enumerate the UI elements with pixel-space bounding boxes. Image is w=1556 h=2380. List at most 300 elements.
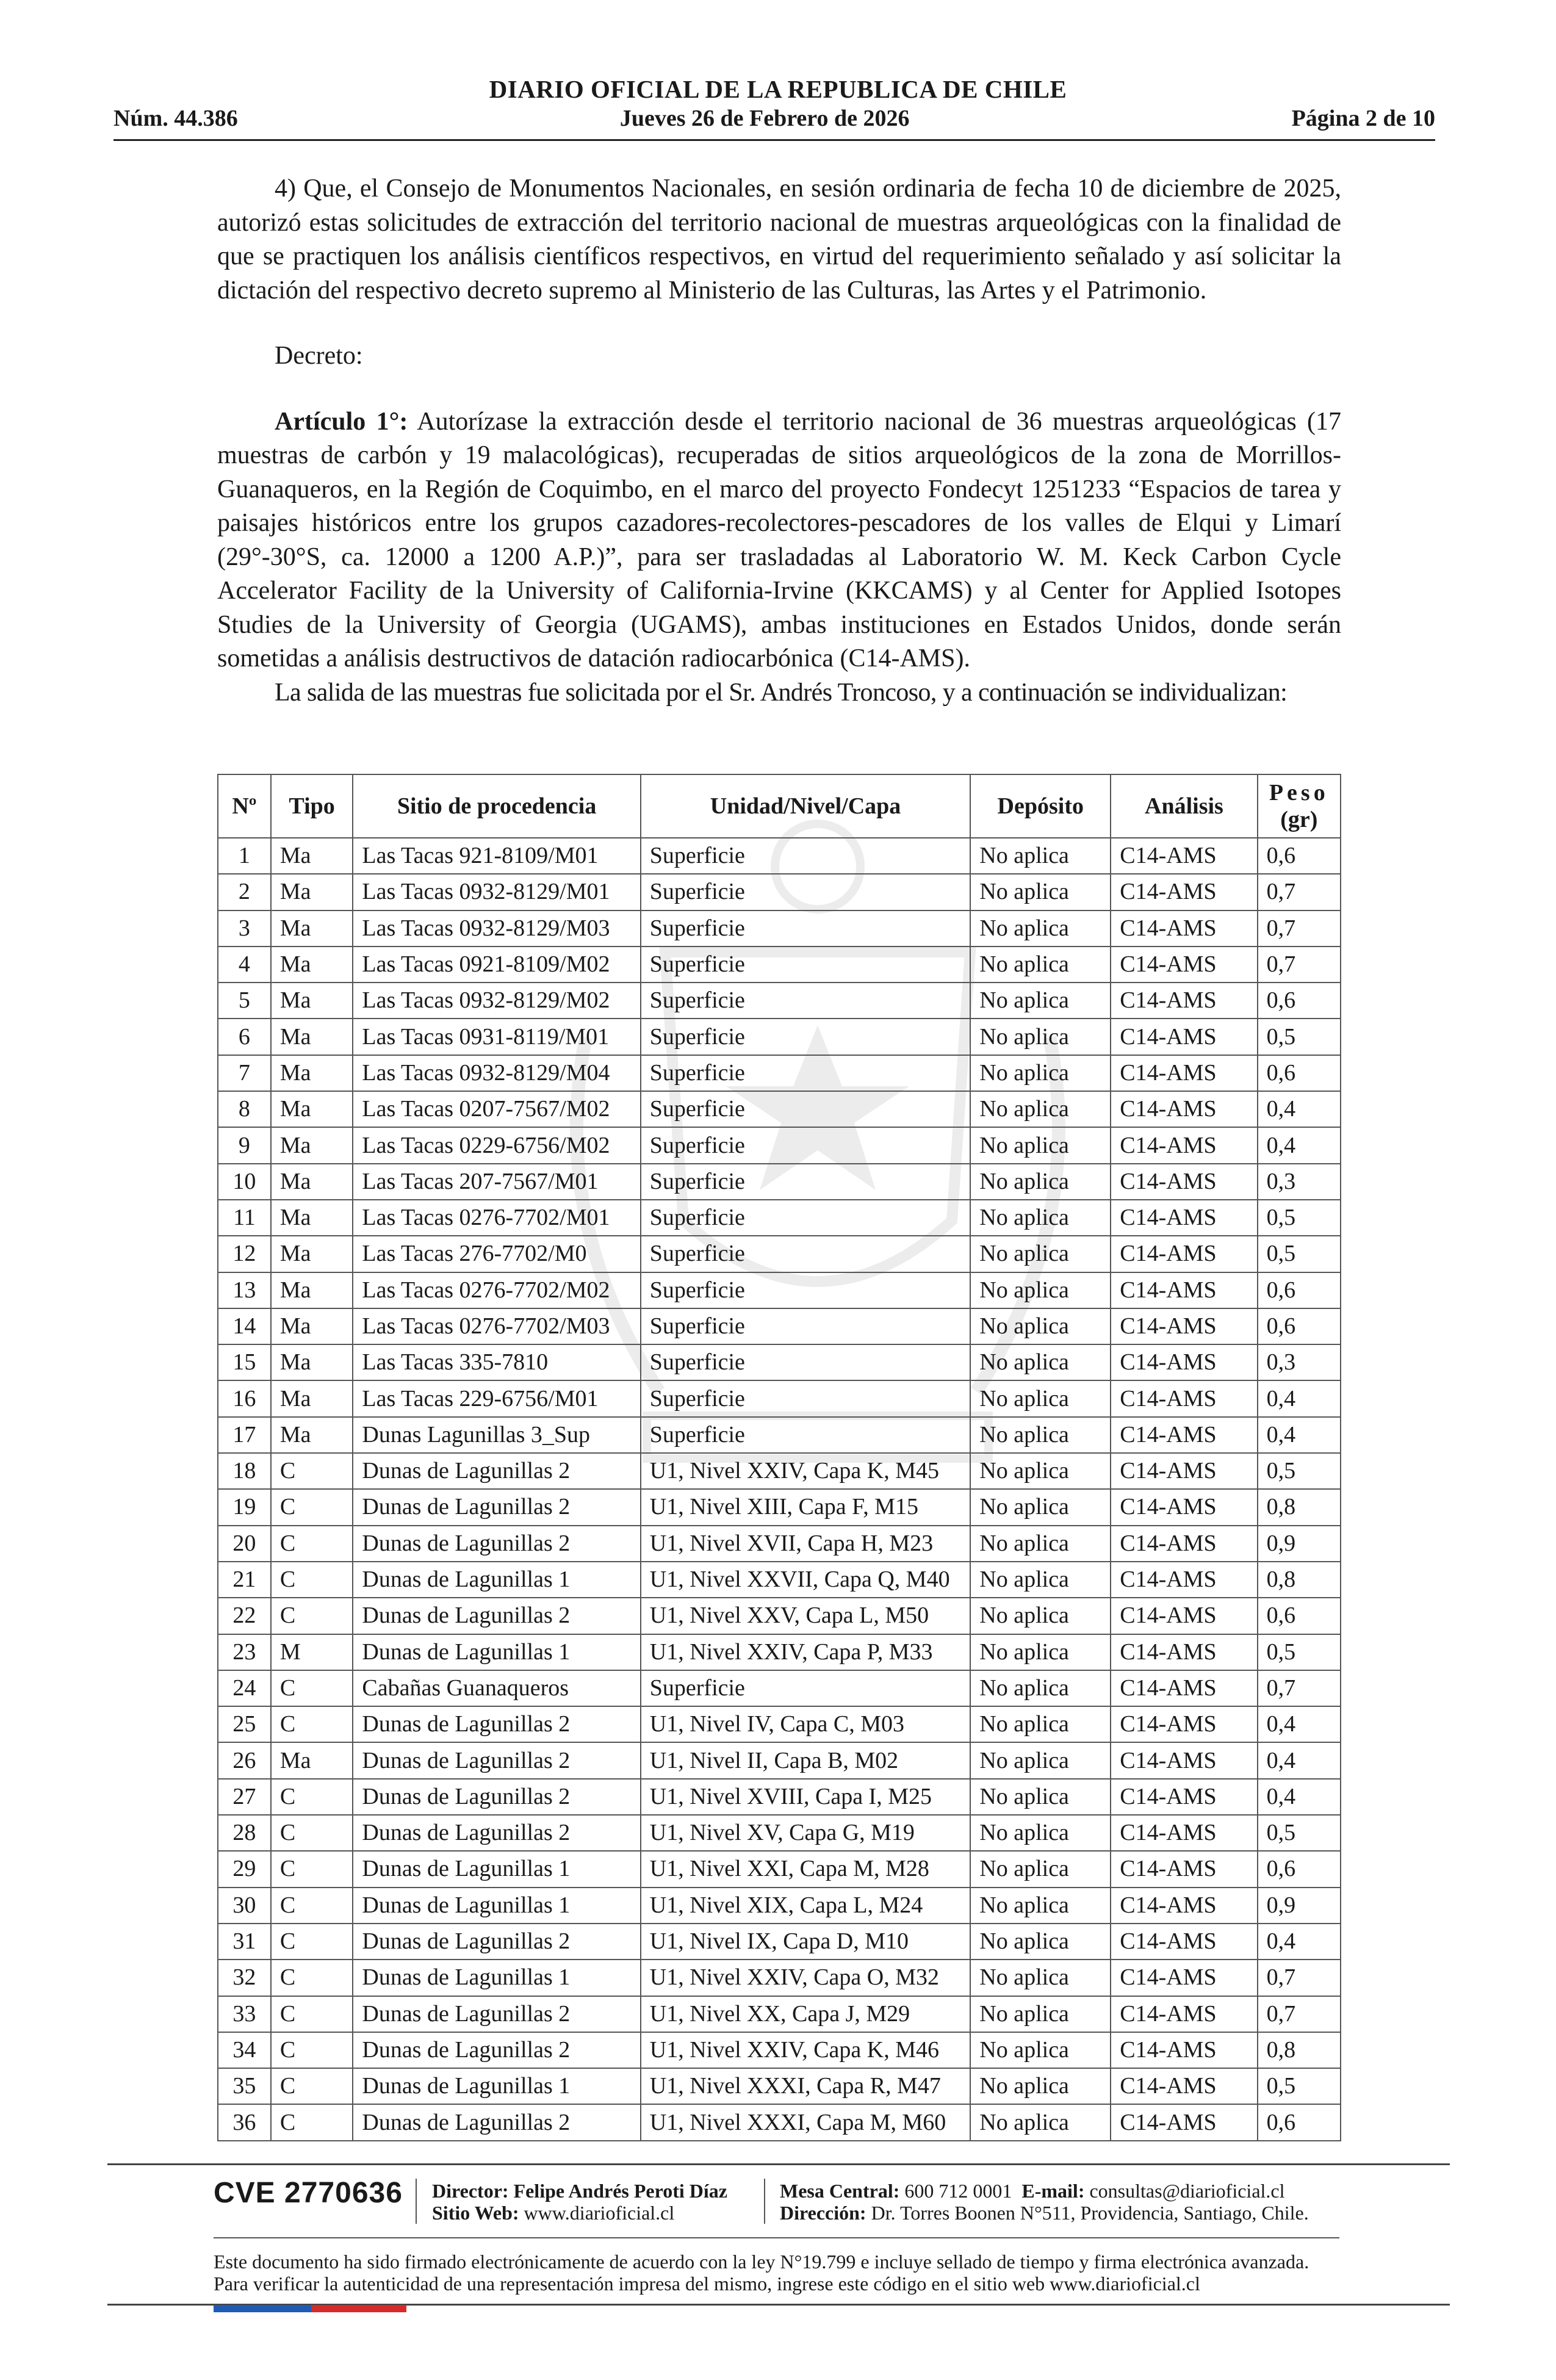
cell-tipo: C	[271, 2068, 353, 2104]
cell-number: 33	[218, 1996, 271, 2032]
table-row	[218, 1779, 1341, 1815]
cell-number: 10	[218, 1164, 271, 1200]
cell-tipo: Ma	[271, 947, 353, 983]
cell-peso: 0,8	[1258, 2032, 1341, 2068]
cell-sitio: Dunas de Lagunillas 2	[353, 1706, 640, 1742]
cell-peso: 0,6	[1258, 1272, 1341, 1308]
cell-analisis: C14-AMS	[1111, 1851, 1257, 1887]
table-row	[218, 1562, 1341, 1598]
cell-peso: 0,5	[1258, 1019, 1341, 1055]
cell-tipo: Ma	[271, 1127, 353, 1163]
cell-sitio: Dunas de Lagunillas 1	[353, 1562, 640, 1598]
col-header-unidad: Unidad/Nivel/Capa	[641, 774, 971, 838]
cell-unidad: U1, Nivel XXIV, Capa P, M33	[641, 1634, 971, 1670]
cell-number: 20	[218, 1526, 271, 1562]
cell-peso: 0,6	[1258, 1055, 1341, 1091]
cell-sitio: Dunas de Lagunillas 1	[353, 1634, 640, 1670]
cell-number: 12	[218, 1236, 271, 1272]
page-indicator: Página 2 de 10	[1291, 106, 1435, 131]
peso-unit: (gr)	[1280, 807, 1318, 832]
cell-number: 22	[218, 1598, 271, 1634]
cell-deposito: No aplica	[970, 1489, 1111, 1525]
cell-sitio: Las Tacas 0932-8129/M03	[353, 911, 640, 947]
paragraph-4: 4) Que, el Consejo de Monumentos Nacionales, en sesión ordinaria de fecha 10 de diciembre de 2025, autorizó estas solicitudes de extracción del territorio nacional de muestras arqueológicas con la finalidad de que se practiquen los análisis científicos respectivos, en virtud del requerimiento señalado y así solicitar la dictación del respectivo decreto supremo al Ministerio de las Culturas, las Artes y el Patrimonio.	[217, 175, 1341, 305]
flag-red-segment	[311, 2305, 406, 2312]
cell-unidad: U1, Nivel XV, Capa G, M19	[641, 1815, 971, 1851]
cell-analisis: C14-AMS	[1111, 1888, 1257, 1924]
cell-tipo: C	[271, 1453, 353, 1489]
cell-deposito: No aplica	[970, 1598, 1111, 1634]
cell-peso: 0,6	[1258, 983, 1341, 1019]
cell-unidad: U1, Nivel XXIV, Capa O, M32	[641, 1960, 971, 1996]
cell-sitio: Dunas de Lagunillas 2	[353, 1742, 640, 1778]
articulo-label: Artículo 1°:	[275, 407, 408, 436]
cell-tipo: C	[271, 1815, 353, 1851]
cell-number: 32	[218, 1960, 271, 1996]
cell-sitio: Las Tacas 0932-8129/M04	[353, 1055, 640, 1091]
cell-unidad: U1, Nivel IX, Capa D, M10	[641, 1924, 971, 1960]
cell-unidad: U1, Nivel II, Capa B, M02	[641, 1742, 971, 1778]
cell-peso: 0,4	[1258, 1417, 1341, 1453]
cell-sitio: Dunas de Lagunillas 1	[353, 1851, 640, 1887]
cell-deposito: No aplica	[970, 1960, 1111, 1996]
cell-deposito: No aplica	[970, 1164, 1111, 1200]
cell-number: 9	[218, 1127, 271, 1163]
cell-deposito: No aplica	[970, 1996, 1111, 2032]
cell-peso: 0,7	[1258, 911, 1341, 947]
cell-unidad: U1, Nivel XXVII, Capa Q, M40	[641, 1562, 971, 1598]
cell-sitio: Dunas de Lagunillas 2	[353, 1598, 640, 1634]
cell-unidad: U1, Nivel XXI, Capa M, M28	[641, 1851, 971, 1887]
cell-analisis: C14-AMS	[1111, 1272, 1257, 1308]
table-row	[218, 1489, 1341, 1525]
email-link[interactable]: consultas@diarioficial.cl	[1084, 2180, 1285, 2202]
table-row	[218, 1960, 1341, 1996]
articulo-1	[217, 405, 1341, 676]
cell-peso: 0,7	[1258, 1996, 1341, 2032]
cell-tipo: C	[271, 1706, 353, 1742]
table-row	[218, 1236, 1341, 1272]
cell-analisis: C14-AMS	[1111, 874, 1257, 910]
table-row	[218, 2104, 1341, 2140]
table-row	[218, 1670, 1341, 1706]
cell-peso: 0,4	[1258, 1742, 1341, 1778]
cell-analisis: C14-AMS	[1111, 1019, 1257, 1055]
cell-analisis: C14-AMS	[1111, 838, 1257, 874]
cell-peso: 0,7	[1258, 1960, 1341, 1996]
table-row	[218, 1851, 1341, 1887]
cell-analisis: C14-AMS	[1111, 1091, 1257, 1127]
cell-tipo: C	[271, 1960, 353, 1996]
header-row	[113, 105, 1435, 132]
footer-divider-middle	[214, 2237, 1339, 2238]
web-label: Sitio Web:	[432, 2202, 519, 2224]
cell-unidad: U1, Nivel XXXI, Capa R, M47	[641, 2068, 971, 2104]
flag-stripe	[214, 2305, 406, 2312]
cell-number: 2	[218, 874, 271, 910]
cell-number: 30	[218, 1888, 271, 1924]
cell-sitio: Las Tacas 0932-8129/M01	[353, 874, 640, 910]
cell-analisis: C14-AMS	[1111, 1236, 1257, 1272]
table-row	[218, 2068, 1341, 2104]
cell-unidad: Superficie	[641, 1272, 971, 1308]
cell-number: 8	[218, 1091, 271, 1127]
cell-tipo: C	[271, 1526, 353, 1562]
table-row	[218, 1164, 1341, 1200]
cell-analisis: C14-AMS	[1111, 2068, 1257, 2104]
cell-deposito: No aplica	[970, 1236, 1111, 1272]
cell-deposito: No aplica	[970, 1344, 1111, 1380]
cell-deposito: No aplica	[970, 1924, 1111, 1960]
cell-number: 5	[218, 983, 271, 1019]
col-header-number: Nº	[218, 774, 271, 838]
cell-sitio: Las Tacas 0276-7702/M01	[353, 1200, 640, 1236]
cell-tipo: C	[271, 1924, 353, 1960]
table-row	[218, 1924, 1341, 1960]
cell-deposito: No aplica	[970, 911, 1111, 947]
cell-peso: 0,4	[1258, 1706, 1341, 1742]
cell-number: 28	[218, 1815, 271, 1851]
cell-unidad: Superficie	[641, 1019, 971, 1055]
cell-deposito: No aplica	[970, 1272, 1111, 1308]
cell-unidad: Superficie	[641, 1308, 971, 1344]
cell-deposito: No aplica	[970, 1706, 1111, 1742]
cell-sitio: Las Tacas 0276-7702/M02	[353, 1272, 640, 1308]
cell-deposito: No aplica	[970, 1308, 1111, 1344]
footer-separator	[764, 2179, 765, 2224]
table-row	[218, 947, 1341, 983]
footer-director-block	[432, 2180, 727, 2224]
cell-peso: 0,6	[1258, 1851, 1341, 1887]
cell-deposito: No aplica	[970, 1380, 1111, 1416]
cell-tipo: Ma	[271, 1091, 353, 1127]
cell-sitio: Dunas de Lagunillas 2	[353, 1996, 640, 2032]
cell-analisis: C14-AMS	[1111, 2104, 1257, 2140]
cell-peso: 0,9	[1258, 1526, 1341, 1562]
cell-unidad: Superficie	[641, 874, 971, 910]
cell-peso: 0,9	[1258, 1888, 1341, 1924]
cell-sitio: Dunas de Lagunillas 1	[353, 1960, 640, 1996]
cell-analisis: C14-AMS	[1111, 911, 1257, 947]
cell-tipo: Ma	[271, 1308, 353, 1344]
cell-tipo: C	[271, 1598, 353, 1634]
cell-analisis: C14-AMS	[1111, 1308, 1257, 1344]
cell-tipo: Ma	[271, 1417, 353, 1453]
col-header-analisis: Análisis	[1111, 774, 1257, 838]
cell-peso: 0,7	[1258, 1670, 1341, 1706]
cell-tipo: C	[271, 1562, 353, 1598]
cell-unidad: U1, Nivel XIII, Capa F, M15	[641, 1489, 971, 1525]
mesa-label: Mesa Central:	[780, 2180, 900, 2202]
cell-deposito: No aplica	[970, 2104, 1111, 2140]
cell-number: 4	[218, 947, 271, 983]
cell-tipo: C	[271, 2104, 353, 2140]
cell-unidad: Superficie	[641, 1670, 971, 1706]
cell-number: 29	[218, 1851, 271, 1887]
cell-sitio: Dunas de Lagunillas 2	[353, 1924, 640, 1960]
table-row	[218, 1453, 1341, 1489]
cell-sitio: Las Tacas 0276-7702/M03	[353, 1308, 640, 1344]
cell-analisis: C14-AMS	[1111, 1344, 1257, 1380]
table-row	[218, 1127, 1341, 1163]
cell-number: 1	[218, 838, 271, 874]
cell-peso: 0,6	[1258, 2104, 1341, 2140]
cell-deposito: No aplica	[970, 1634, 1111, 1670]
cell-deposito: No aplica	[970, 2068, 1111, 2104]
cell-deposito: No aplica	[970, 838, 1111, 874]
table-row	[218, 1815, 1341, 1851]
cell-analisis: C14-AMS	[1111, 983, 1257, 1019]
cell-number: 6	[218, 1019, 271, 1055]
table-row	[218, 1706, 1341, 1742]
cell-peso: 0,8	[1258, 1562, 1341, 1598]
cell-sitio: Dunas de Lagunillas 2	[353, 1779, 640, 1815]
cell-number: 27	[218, 1779, 271, 1815]
cell-peso: 0,8	[1258, 1489, 1341, 1525]
cell-unidad: U1, Nivel IV, Capa C, M03	[641, 1706, 971, 1742]
cell-tipo: Ma	[271, 1344, 353, 1380]
table-row	[218, 2032, 1341, 2068]
footer-divider-top	[107, 2163, 1450, 2165]
cell-sitio: Dunas de Lagunillas 2	[353, 1526, 640, 1562]
cell-number: 24	[218, 1670, 271, 1706]
cell-unidad: Superficie	[641, 1380, 971, 1416]
table-row	[218, 1888, 1341, 1924]
cell-sitio: Dunas de Lagunillas 2	[353, 1489, 640, 1525]
cell-analisis: C14-AMS	[1111, 1742, 1257, 1778]
cell-number: 23	[218, 1634, 271, 1670]
cell-analisis: C14-AMS	[1111, 1670, 1257, 1706]
samples-table-body	[218, 838, 1341, 2141]
cell-unidad: Superficie	[641, 1200, 971, 1236]
table-row	[218, 1091, 1341, 1127]
direccion-value: Dr. Torres Boonen N°511, Providencia, Santiago, Chile.	[866, 2202, 1309, 2224]
cell-analisis: C14-AMS	[1111, 1200, 1257, 1236]
cell-number: 26	[218, 1742, 271, 1778]
cell-deposito: No aplica	[970, 1200, 1111, 1236]
cell-number: 11	[218, 1200, 271, 1236]
cell-tipo: Ma	[271, 1236, 353, 1272]
newspaper-title: DIARIO OFICIAL DE LA REPUBLICA DE CHILE	[489, 75, 1067, 103]
cell-unidad: Superficie	[641, 1055, 971, 1091]
cell-analisis: C14-AMS	[1111, 2032, 1257, 2068]
cell-unidad: Superficie	[641, 1127, 971, 1163]
cell-unidad: U1, Nivel XXIV, Capa K, M46	[641, 2032, 971, 2068]
cell-tipo: Ma	[271, 911, 353, 947]
cell-tipo: Ma	[271, 874, 353, 910]
cell-analisis: C14-AMS	[1111, 1055, 1257, 1091]
table-row	[218, 1380, 1341, 1416]
cell-analisis: C14-AMS	[1111, 1779, 1257, 1815]
cell-number: 3	[218, 911, 271, 947]
cell-deposito: No aplica	[970, 1779, 1111, 1815]
cell-analisis: C14-AMS	[1111, 1562, 1257, 1598]
table-row	[218, 1019, 1341, 1055]
cell-sitio: Cabañas Guanaqueros	[353, 1670, 640, 1706]
col-header-sitio: Sitio de procedencia	[353, 774, 640, 838]
peso-label: Peso	[1269, 780, 1329, 806]
cell-unidad: Superficie	[641, 983, 971, 1019]
cell-unidad: U1, Nivel XVIII, Capa I, M25	[641, 1779, 971, 1815]
cell-peso: 0,4	[1258, 1380, 1341, 1416]
flag-blue-segment	[214, 2305, 311, 2312]
cell-deposito: No aplica	[970, 1888, 1111, 1924]
cell-peso: 0,5	[1258, 1453, 1341, 1489]
direccion-label: Dirección:	[780, 2202, 866, 2224]
cell-unidad: Superficie	[641, 838, 971, 874]
cell-deposito: No aplica	[970, 1526, 1111, 1562]
cell-unidad: Superficie	[641, 1236, 971, 1272]
cell-number: 15	[218, 1344, 271, 1380]
cell-deposito: No aplica	[970, 1562, 1111, 1598]
cell-peso: 0,3	[1258, 1344, 1341, 1380]
cell-peso: 0,4	[1258, 1924, 1341, 1960]
cell-sitio: Dunas de Lagunillas 1	[353, 2068, 640, 2104]
cell-analisis: C14-AMS	[1111, 1164, 1257, 1200]
footer-contact-block	[780, 2180, 1309, 2224]
cell-peso: 0,7	[1258, 874, 1341, 910]
cell-deposito: No aplica	[970, 1453, 1111, 1489]
cell-sitio: Dunas de Lagunillas 2	[353, 1815, 640, 1851]
cell-tipo: C	[271, 1996, 353, 2032]
cell-number: 7	[218, 1055, 271, 1091]
mesa-phone: 600 712 0001	[899, 2180, 1012, 2202]
table-row	[218, 1634, 1341, 1670]
table-row	[218, 1996, 1341, 2032]
cell-unidad: Superficie	[641, 1164, 971, 1200]
cell-sitio: Las Tacas 335-7810	[353, 1344, 640, 1380]
cell-unidad: U1, Nivel XXXI, Capa M, M60	[641, 2104, 971, 2140]
cell-deposito: No aplica	[970, 874, 1111, 910]
cell-analisis: C14-AMS	[1111, 1127, 1257, 1163]
cell-peso: 0,4	[1258, 1779, 1341, 1815]
signature-notice: Este documento ha sido firmado electrónicamente de acuerdo con la ley N°19.799 e incluye sellado de tiempo y firma electrónica avanzada. Para verificar la autenticidad de una representación impresa del mismo, ingrese este código en el sitio web www.diarioficial.cl	[214, 2251, 1309, 2295]
cell-deposito: No aplica	[970, 2032, 1111, 2068]
cell-analisis: C14-AMS	[1111, 1960, 1257, 1996]
cell-peso: 0,5	[1258, 1634, 1341, 1670]
table-row	[218, 1308, 1341, 1344]
cell-analisis: C14-AMS	[1111, 1634, 1257, 1670]
web-link[interactable]: www.diarioficial.cl	[519, 2202, 675, 2224]
table-row	[218, 1200, 1341, 1236]
cell-tipo: M	[271, 1634, 353, 1670]
cell-deposito: No aplica	[970, 1742, 1111, 1778]
cell-unidad: U1, Nivel XXIV, Capa K, M45	[641, 1453, 971, 1489]
table-row	[218, 911, 1341, 947]
cell-tipo: Ma	[271, 838, 353, 874]
table-row	[218, 874, 1341, 910]
cell-analisis: C14-AMS	[1111, 1598, 1257, 1634]
cell-unidad: U1, Nivel XX, Capa J, M29	[641, 1996, 971, 2032]
cell-unidad: Superficie	[641, 947, 971, 983]
cell-sitio: Las Tacas 229-6756/M01	[353, 1380, 640, 1416]
cell-unidad: Superficie	[641, 1091, 971, 1127]
cell-tipo: Ma	[271, 1742, 353, 1778]
cell-sitio: Las Tacas 0921-8109/M02	[353, 947, 640, 983]
cell-analisis: C14-AMS	[1111, 1526, 1257, 1562]
cell-peso: 0,5	[1258, 1200, 1341, 1236]
salida-paragraph: La salida de las muestras fue solicitada por el Sr. Andrés Troncoso, y a continuación se individualizan:	[275, 678, 1288, 707]
table-row	[218, 838, 1341, 874]
cell-tipo: C	[271, 1851, 353, 1887]
cell-unidad: U1, Nivel XXV, Capa L, M50	[641, 1598, 971, 1634]
cell-sitio: Dunas de Lagunillas 1	[353, 1888, 640, 1924]
table-row	[218, 1742, 1341, 1778]
cell-peso: 0,5	[1258, 1815, 1341, 1851]
table-row	[218, 1526, 1341, 1562]
cell-deposito: No aplica	[970, 1019, 1111, 1055]
issue-number: Núm. 44.386	[113, 106, 238, 131]
cell-deposito: No aplica	[970, 1091, 1111, 1127]
cell-sitio: Las Tacas 0931-8119/M01	[353, 1019, 640, 1055]
cell-deposito: No aplica	[970, 1815, 1111, 1851]
cell-tipo: Ma	[271, 1164, 353, 1200]
cell-unidad: Superficie	[641, 911, 971, 947]
cell-peso: 0,4	[1258, 1127, 1341, 1163]
cell-sitio: Las Tacas 0932-8129/M02	[353, 983, 640, 1019]
cell-tipo: C	[271, 1779, 353, 1815]
cell-tipo: C	[271, 1489, 353, 1525]
cell-deposito: No aplica	[970, 1417, 1111, 1453]
cell-number: 14	[218, 1308, 271, 1344]
cell-analisis: C14-AMS	[1111, 1815, 1257, 1851]
col-header-peso	[1258, 774, 1341, 838]
cell-peso: 0,6	[1258, 838, 1341, 874]
col-header-tipo: Tipo	[271, 774, 353, 838]
cell-sitio: Dunas de Lagunillas 2	[353, 2032, 640, 2068]
cell-number: 13	[218, 1272, 271, 1308]
cell-analisis: C14-AMS	[1111, 1417, 1257, 1453]
cell-number: 31	[218, 1924, 271, 1960]
cell-analisis: C14-AMS	[1111, 1453, 1257, 1489]
cell-sitio: Las Tacas 276-7702/M0	[353, 1236, 640, 1272]
cell-unidad: Superficie	[641, 1344, 971, 1380]
cell-peso: 0,5	[1258, 1236, 1341, 1272]
cell-tipo: Ma	[271, 1019, 353, 1055]
table-row	[218, 983, 1341, 1019]
cell-sitio: Dunas Lagunillas 3_Sup	[353, 1417, 640, 1453]
cell-deposito: No aplica	[970, 1055, 1111, 1091]
table-header-row	[218, 774, 1341, 838]
cell-peso: 0,6	[1258, 1308, 1341, 1344]
email-label: E-mail:	[1021, 2180, 1085, 2202]
table-row	[218, 1344, 1341, 1380]
cell-analisis: C14-AMS	[1111, 1706, 1257, 1742]
cell-tipo: C	[271, 1888, 353, 1924]
cell-analisis: C14-AMS	[1111, 1380, 1257, 1416]
decreto-heading: Decreto:	[275, 342, 363, 370]
cell-number: 21	[218, 1562, 271, 1598]
cell-sitio: Dunas de Lagunillas 2	[353, 2104, 640, 2140]
cell-peso: 0,4	[1258, 1091, 1341, 1127]
director-name: Felipe Andrés Peroti Díaz	[508, 2180, 727, 2202]
cell-number: 34	[218, 2032, 271, 2068]
header-divider	[113, 139, 1435, 141]
cell-number: 35	[218, 2068, 271, 2104]
cell-sitio: Las Tacas 0229-6756/M02	[353, 1127, 640, 1163]
table-row	[218, 1598, 1341, 1634]
col-header-deposito: Depósito	[970, 774, 1111, 838]
cve-code: CVE 2770636	[214, 2177, 403, 2209]
cell-analisis: C14-AMS	[1111, 1996, 1257, 2032]
cell-tipo: C	[271, 1670, 353, 1706]
document-body	[217, 172, 1341, 710]
issue-date: Jueves 26 de Febrero de 2026	[619, 106, 910, 131]
articulo-text: Autorízase la extracción desde el territorio nacional de 36 muestras arqueológicas (17 muestras de carbón y 19 malacológicas), recuperadas de sitios arqueológicos de la zona de Morrillos-Guanaqueros, en la Región de Coquimbo, en el marco del proyecto Fondecyt 1251233 “Espacios de tarea y paisajes históricos entre los grupos cazadores-recolectores-pescadores de los valles de Elqui y Limarí (29°-30°S, ca. 12000 a 1200 A.P.)”, para ser trasladadas al Laboratorio W. M. Keck Carbon Cycle Accelerator Facility de la University of California-Irvine (KKCAMS) y al Center for Applied Isotopes Studies de la University of Georgia (UGAMS), ambas instituciones en Estados Unidos, donde serán sometidas a análisis destructivos de datación radiocarbónica (C14-AMS).	[217, 407, 1341, 673]
cell-deposito: No aplica	[970, 1851, 1111, 1887]
cell-sitio: Dunas de Lagunillas 2	[353, 1453, 640, 1489]
cell-sitio: Las Tacas 921-8109/M01	[353, 838, 640, 874]
